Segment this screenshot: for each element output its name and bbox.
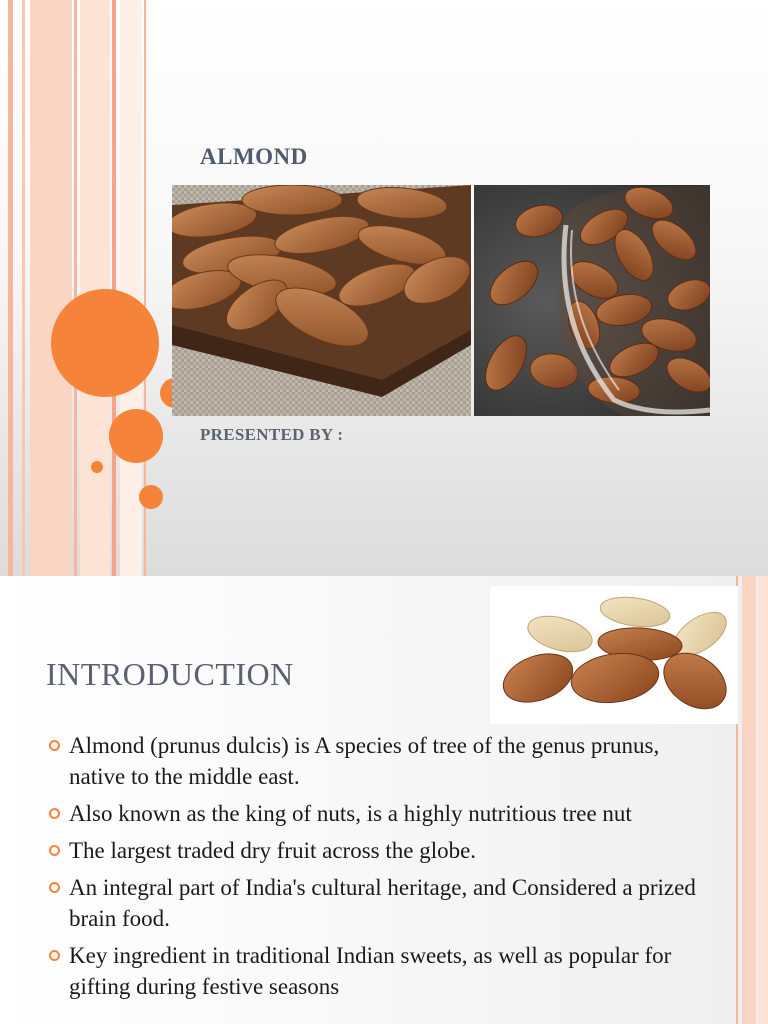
bullet-list [46, 730, 706, 1008]
almonds-in-glass-bowl-photo [474, 185, 710, 416]
slide-title: ALMOND [200, 144, 308, 169]
list-item: An integral part of India's cultural heritage, and Considered a prized brain food. [46, 872, 706, 934]
presented-by-label: PRESENTED BY : [200, 425, 344, 444]
almonds-on-wooden-board-photo [172, 185, 471, 416]
circle-bullet-icon [49, 882, 60, 893]
decorative-dot [91, 461, 103, 473]
circle-bullet-icon [49, 740, 60, 751]
list-item: Key ingredient in traditional Indian sweets, as well as popular for gifting during festive seasons [46, 940, 706, 1002]
circle-bullet-icon [49, 808, 60, 819]
almonds-with-blanched-almonds-photo [490, 586, 738, 724]
list-item: The largest traded dry fruit across the globe. [46, 835, 706, 866]
circle-bullet-icon [49, 845, 60, 856]
slide-title: INTRODUCTION [46, 656, 294, 692]
list-item: Almond (prunus dulcis) is A species of tree of the genus prunus, native to the middle east. [46, 730, 706, 792]
decorative-circle-medium [109, 409, 163, 463]
decorative-circle-tiny [139, 485, 163, 509]
list-item: Also known as the king of nuts, is a highly nutritious tree nut [46, 798, 706, 829]
decorative-stripes-right [736, 576, 768, 1024]
circle-bullet-icon [49, 950, 60, 961]
introduction-slide [0, 576, 768, 1024]
decorative-circle-large [51, 289, 159, 397]
decorative-stripes [0, 0, 150, 576]
